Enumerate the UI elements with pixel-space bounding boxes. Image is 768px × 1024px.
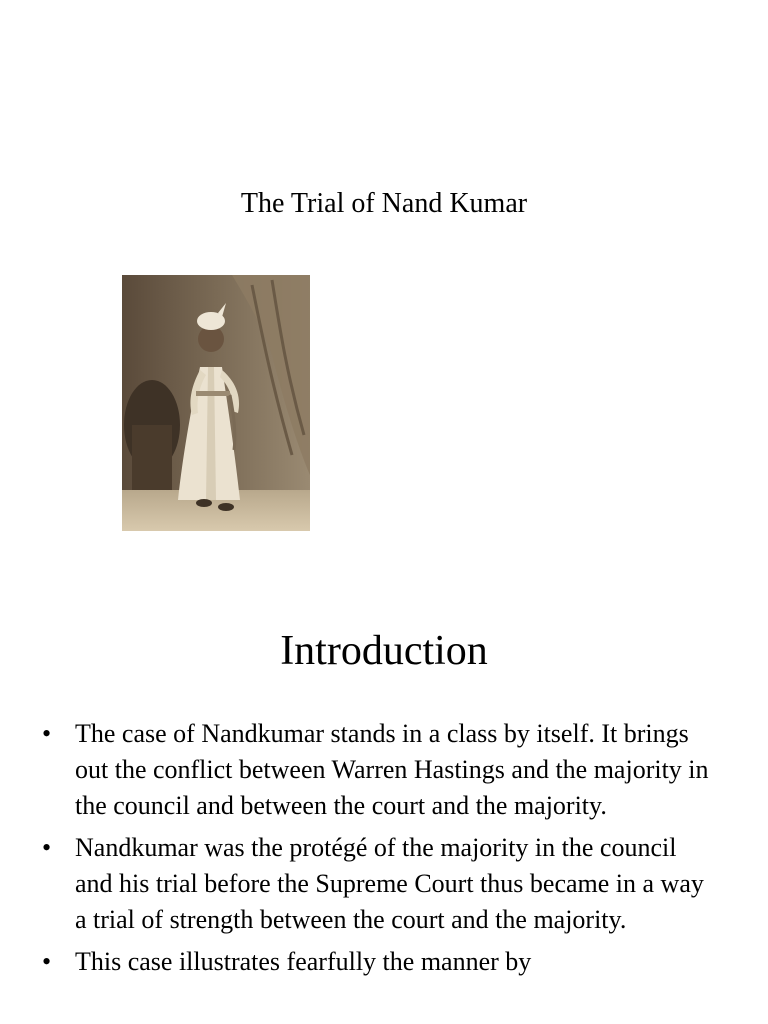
bullet-text: This case illustrates fearfully the manner by — [75, 947, 532, 976]
section-heading: Introduction — [280, 628, 488, 674]
list-item — [0, 830, 768, 938]
bullet-list — [0, 716, 768, 986]
portrait-photo — [122, 275, 310, 531]
bullet-text: The case of Nandkumar stands in a class by itself. It brings out the conflict between Warren Hastings and the majority in the council and between the court and the majority. — [75, 719, 709, 820]
list-item — [0, 944, 768, 980]
slide-title: The Trial of Nand Kumar — [240, 188, 528, 219]
bullet-marker: • — [42, 947, 52, 976]
bullet-text: Nandkumar was the protégé of the majority in the council and his trial before the Supreme Court thus became in a way a trial of strength between the court and the majority. — [75, 833, 704, 934]
list-item — [0, 716, 768, 824]
bullet-marker: • — [42, 833, 52, 862]
bullet-marker: • — [42, 719, 52, 748]
